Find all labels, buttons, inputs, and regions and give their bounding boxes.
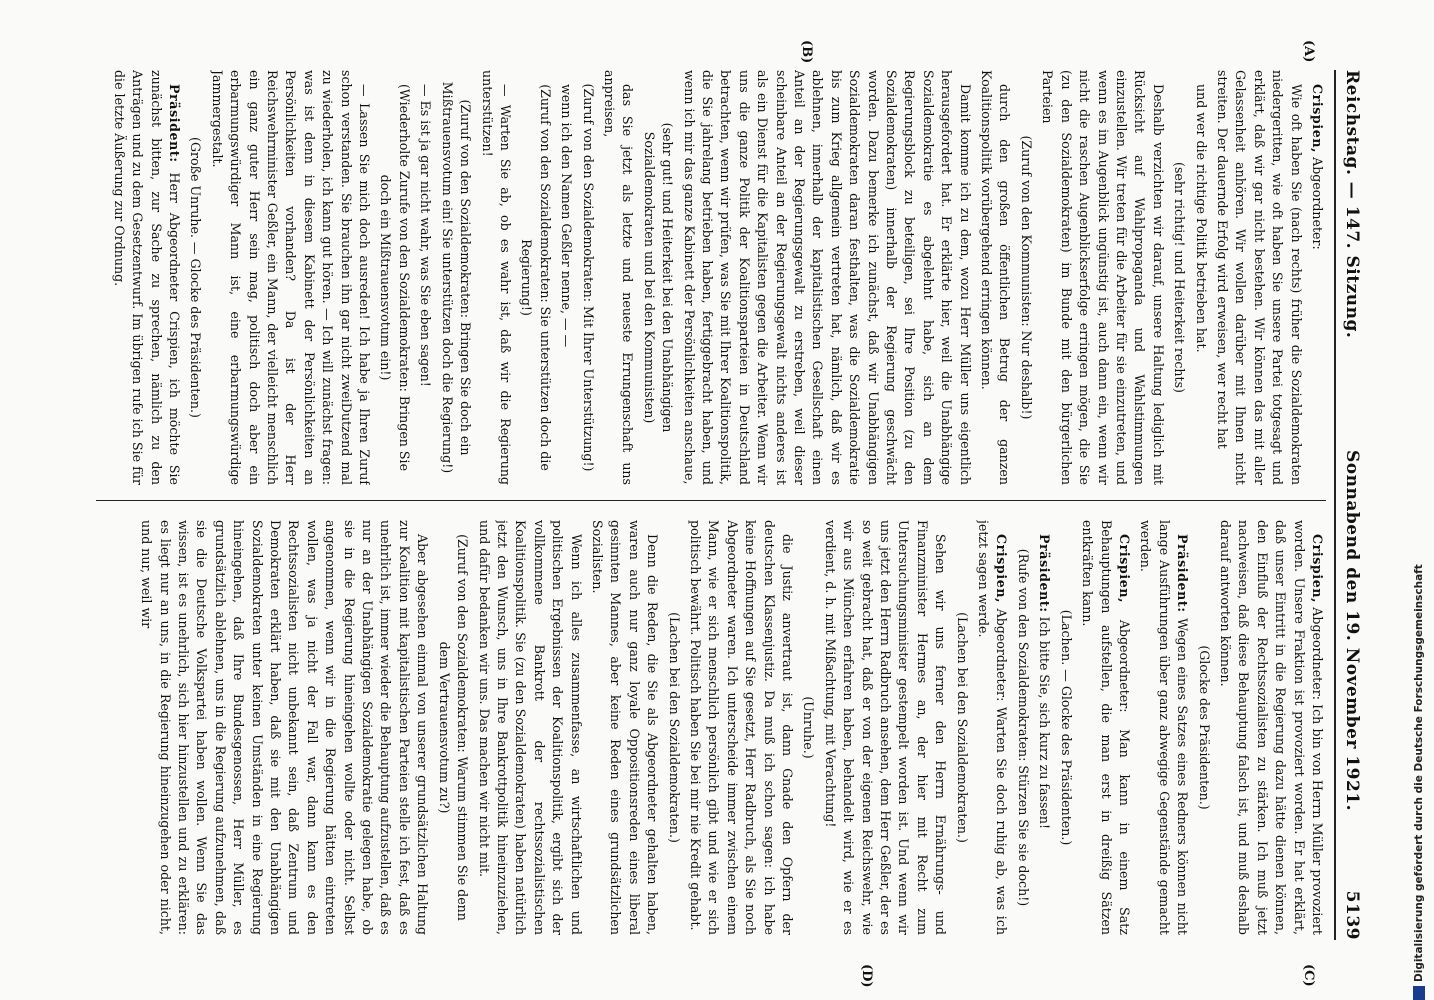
paragraph xyxy=(1191,70,1209,485)
paragraph xyxy=(1216,520,1326,935)
paragraph-text: Wie oft haben Sie (nach rechts) früher die Sozialdemokraten niedergeritten, wie oft haben Sie unsere Partei totgesagt und erklärt, daß wir gar nicht bestehen. Wir können das mit aller Gelassenheit anhören. Wir wollen darüber mit Ihnen nicht streiten. Der dauernde Erfolg wird erweisen, wer recht hat xyxy=(1214,70,1304,485)
paragraph-text: (Glocke des Präsidenten.) xyxy=(1196,645,1212,810)
paragraph xyxy=(1035,520,1053,935)
paragraph-text: (Zuruf von den Sozialdemokraten: Warum stimmen Sie denn dem Vertrauensvotum zu?) xyxy=(436,534,471,921)
speaker-name: Präsident: xyxy=(1175,534,1191,613)
speaker-name: Crispien, xyxy=(1310,84,1325,154)
paragraph-text: das Sie jetzt als letzte und neueste Errungenschaft uns anpreisen, xyxy=(601,70,636,485)
paragraph xyxy=(109,70,183,485)
paragraph-text: (sehr gut! und Heiterkeit bei den Unabhängigen Sozialdemokraten und bei den Kommunisten) xyxy=(641,122,676,433)
margin-mark-a: (A) xyxy=(1301,40,1316,63)
margin-mark-b: (B) xyxy=(799,40,814,64)
header-left: Reichstag. — 147. Sitzung. xyxy=(1342,70,1362,339)
paragraph xyxy=(434,520,471,935)
page-number: 5139 xyxy=(1342,890,1362,940)
paragraph xyxy=(578,70,596,485)
paragraph xyxy=(1213,70,1305,485)
paragraph xyxy=(1308,70,1326,485)
paragraph-text: Wegen eines Satzes eines Redners können nicht lange Ausführungen über ganz abwegige Gegenstände gemacht werden. xyxy=(1138,520,1191,935)
paragraph-text: (Lachen. — Glocke des Präsidenten.) xyxy=(1058,609,1074,846)
paragraph xyxy=(1136,520,1191,935)
paragraph-text: (Lachen bei den Sozialdemokraten.) xyxy=(666,612,682,843)
paragraph xyxy=(588,520,662,935)
speaker-name: Präsident: xyxy=(1037,534,1053,613)
paragraph-text: (Große Unruhe. — Glocke des Präsidenten.) xyxy=(188,137,204,418)
page-header xyxy=(1334,70,1362,940)
header-date: Sonnabend den 19. November 1921. xyxy=(1342,450,1362,812)
paragraph-text: (Unruhe.) xyxy=(801,696,817,759)
paragraph xyxy=(186,70,204,485)
paragraph-text: Herr Abgeordneter Crispien, ich möchte Sie zunächst bitten, zur Sache zu sprechen, nämlich zu den Anträgen und zu dem Gesetzentwurf. Im übrigen rufe ich Sie für die letzte Äußerung zur Ordnung. xyxy=(111,70,183,485)
paragraph-text: Abgeordneter: Warten Sie doch ruhig ab, was ich jetzt sagen werde. xyxy=(976,520,1010,935)
paragraph-text: durch den großen öffentlichen Betrug der ganzen Koalitionspolitik vorübergehend erringen können. xyxy=(979,70,1013,485)
paragraph xyxy=(1170,70,1188,485)
paragraph xyxy=(207,70,373,485)
paragraph-text: Sehen wir uns ferner den Herrn Ernährungs- und Finanzminister Hermes an, der hier mit Recht zum Untersuchungsminister gestempelt worden ist. Und wenn wir uns jetzt den Herrn Radbruch ansehen, dem Herr Geßler, der es so weit gebracht hat, daß er von der eigenen Reichswehr, wie wir aus München erfahren haben, behandelt wird, wie er es verdient, d. h. mit Mißachtung, mit Verachtung! xyxy=(822,520,949,935)
column-divider xyxy=(96,500,1326,501)
paragraph-text: Deshalb verzichten wir darauf, unsere Haltung lediglich mit Rücksicht auf Wahlpropaganda und Wahlstimmungen einzustellen. Wir treten für die Arbeiter für sie einzutreten, und wenn es im Augenblick ungünstig ist, auch dann ein, wenn wir nicht die raschen Augenblickserfolge erringen mögen, die Sie (zu den Sozialdemokraten) im Bunde mit den bürgerlichen Parteien xyxy=(1040,70,1166,485)
paragraph-text: Aber abgesehen einmal von unserer grundsätzlichen Haltung zur Koalition mit kapitalistischen Parteien stelle ich fest, daß es unehrlich ist, immer wieder die Behauptung aufzustellen, daß es nur an der Unabhängigen Sozialdemokratie gelegen habe, ob sie in die Regierung hineingehen wollte oder nicht. Selbst angenommen, wenn wir in die Regierung hätten eintreten wollen, was ja nicht der Fall war, dann kann es den Rechtssozialisten nicht unbekannt sein, daß Zentrum und Demokraten erklärt haben, daß sie mit den Unabhängigen Sozialdemokraten unter keinen Umständen in eine Regierung hineingehen, daß Ihre Bundesgenossen, Herr Müller, es grundsätzlich ablehnen, uns in die Regierung aufzunehmen, daß sie die Deutsche Volkspartei haben wollen. Wenn Sie das wissen, ist es unehrlich, sich hier hinzustellen und zu erklären: es liegt nur an uns, in die Regierung hineinzugehen oder nicht, und nur, weil wir xyxy=(139,520,431,935)
paragraph xyxy=(664,520,682,935)
paragraph-text: (Zuruf von den Kommunisten: Nur deshalb!) xyxy=(1018,135,1034,420)
paragraph xyxy=(820,520,949,935)
paragraph-text: Abgeordneter: xyxy=(1310,157,1325,250)
paragraph xyxy=(137,520,432,935)
paragraph-text: Wenn ich alles zusammenfasse, an wirtschaftlichen und politischen Ergebnissen der Koalitionspolitik, ergibt sich der vollkommene Bankrott der rechtssozialistischen Koalitionspolitik. Sie (zu den Sozialdemokraten) haben natürlich jetzt den Wunsch, uns in Ihre Bankrottpolitik hineinzuziehen, und dafür bedanken wir uns. Das machen wir nicht mit. xyxy=(476,520,584,935)
paragraph xyxy=(376,70,413,485)
paragraph-text: Abgeordneter: Man kann in einem Satz Behauptungen aufstellen, die man erst in dreißig Sätzen entkräften kann. xyxy=(1080,520,1132,935)
paragraph xyxy=(639,70,676,485)
paragraph-text: — Lassen Sie mich doch ausreden! Ich habe ja Ihren Zuruf schon verstanden. Sie brauchen ihn gar nicht zweiDutzend mal zu wiederholen, ich kann gut hören. — Ich will zunächst fragen: was ist denn in diesem Kabinett der Persönlichkeiten an Persönlichkeiten vorhanden? Da ist der Herr Reichswehrminister Geßler, ein Mann, der vielleicht menschlich ein ganz guter Herr sein mag, politisch doch aber ein erbarmungswürdiger Mann ist, eine erbarmungswürdige Jammergestalt. xyxy=(209,70,373,485)
paragraph-text: wenn ich den Namen Geßler nenne, — — xyxy=(559,84,575,348)
paragraph-text: Abgeordneter: Ich bin von Herrn Müller provoziert worden. Unsere Fraktion ist provoziert worden. Er hat erklärt, daß unser Eintritt in die Regierung dazu hätte dienen können, den Einfluß der Rechtssozialisten zu stärken. Ich muß jetzt nachweisen, daß diese Behauptung falsch ist, und muß deshalb darauf antworten können. xyxy=(1217,520,1325,935)
paragraph xyxy=(974,520,1011,935)
margin-mark-d: (D) xyxy=(859,964,874,988)
paragraph-text: — Warten Sie ab, ob es wahr ist, daß wir die Regierung unterstützen! xyxy=(479,70,513,485)
paragraph xyxy=(1078,520,1133,935)
paragraph xyxy=(1017,70,1035,485)
side-credit xyxy=(1413,564,1433,1000)
paragraph-text: Ich bitte Sie, sich kurz zu fassen! xyxy=(1037,616,1053,830)
paragraph xyxy=(799,520,817,935)
paragraph-text: (Lachen bei den Sozialdemokraten.) xyxy=(954,612,970,843)
paragraph-text: (Zuruf von den Sozialdemokraten: Bringen Sie doch ein Mißtrauensvotum ein! Sie unterstützen doch die Regierung!) xyxy=(439,81,474,474)
dfg-logo-icon xyxy=(1413,986,1425,1000)
speaker-name: Crispien, xyxy=(1116,534,1132,604)
speaker-name: Präsident: xyxy=(167,84,183,163)
paragraph-text: Damit komme ich zu dem, wozu Herr Müller uns eigentlich herausgefordert hat. Er erklärte hier, weil die Unabhängige Sozialdemokratie es abgelehnt habe, sich an dem Regierungsblock zu beteiligen, sei Ihre Position (zu den Sozialdemokraten) innerhalb der Regierung geschwächt worden. Dazu bemerke ich zunächst, daß wir Unabhängigen Sozialdemokraten daran festhalten, was die Sozialdemokratie bis zum Krieg allgemein vertreten hat, nämlich, daß wir es ablehnen, innerhalb der kapitalistischen Gesellschaft einen Anteil an der Regierungsgewalt zu erstreben, weil dieser scheinbare Anteil an der Regierungsgewalt nichts anderes ist als ein Dienst für die Kapitalisten gegen die Arbeiter. Wenn wir uns die ganze Politik der Koalitionsparteien in Deutschland betrachten, wenn wir prüfen, was Sie mit Ihrer Koalitionspolitik, die Sie jahrelang betrieben haben, fertiggebracht haben, und wenn ich mir das ganze Kabinett der Persönlichkeiten anschaue, xyxy=(681,70,973,485)
paragraph xyxy=(1194,520,1212,935)
paragraph xyxy=(1014,520,1032,935)
paragraph xyxy=(477,70,514,485)
paragraph-text: — Es ist ja gar nicht wahr, was Sie eben sagen! xyxy=(418,84,434,387)
paragraph xyxy=(600,70,637,485)
paragraph xyxy=(952,520,970,935)
paragraph-text: (Zuruf von den Sozialdemokraten: Mit Ihrer Unterstützung!) xyxy=(580,83,596,472)
credit-text: Digitalisierung gefördert durch die Deutsche Forschungsgemeinschaft xyxy=(1413,564,1425,982)
paragraph xyxy=(977,70,1014,485)
paragraph-text: die Justiz anvertraut ist, dann Gnade den Opfern der deutschen Klassenjustiz. Da muß ich schon sagen: ich habe keine Hoffnungen auf Sie gesetzt, Herr Radbruch, als Sie noch Abgeordneter waren. Ich unterscheide immer zwischen einem Mann, wie er sich menschlich persönlich gibt und wie er sich politisch bewährt. Politisch haben Sie bei mir nie Kredit gehabt. xyxy=(688,520,796,935)
paragraph xyxy=(686,520,796,935)
speaker-name: Crispien, xyxy=(994,534,1010,604)
right-column xyxy=(76,520,1326,935)
paragraph-text: Denn die Reden, die Sie als Abgeordneter gehalten haben, waren auch nur ganz loyale Oppositionsreden eines liberal gesinnten Mannes, aber keine Reden eines grundsätzlichen Sozialisten. xyxy=(589,520,661,935)
paragraph xyxy=(557,70,575,485)
paragraph xyxy=(679,70,974,485)
margin-mark-c: (C) xyxy=(1301,964,1316,987)
left-column xyxy=(76,70,1326,485)
paragraph xyxy=(416,70,434,485)
paragraph-text: und wer die richtige Politik betrieben hat. xyxy=(1193,84,1209,353)
paragraph xyxy=(474,520,584,935)
paragraph-text: (Zuruf von den Sozialdemokraten: Sie unterstützen doch die Regierung!) xyxy=(519,84,553,471)
paragraph xyxy=(437,70,474,485)
paragraph-text: (Rufe von den Sozialdemokraten: Stürzen Sie sie doch!) xyxy=(1015,548,1031,907)
paragraph-text: (Wiederholte Zurufe von den Sozialdemokraten: Bringen Sie doch ein Mißtrauensvotum ein!) xyxy=(378,83,412,472)
speaker-name: Crispien, xyxy=(1310,534,1325,604)
paragraph-text: (sehr richtig! und Heiterkeit rechts) xyxy=(1172,162,1188,393)
paragraph xyxy=(517,70,554,485)
paragraph xyxy=(1056,520,1074,935)
paragraph xyxy=(1038,70,1167,485)
